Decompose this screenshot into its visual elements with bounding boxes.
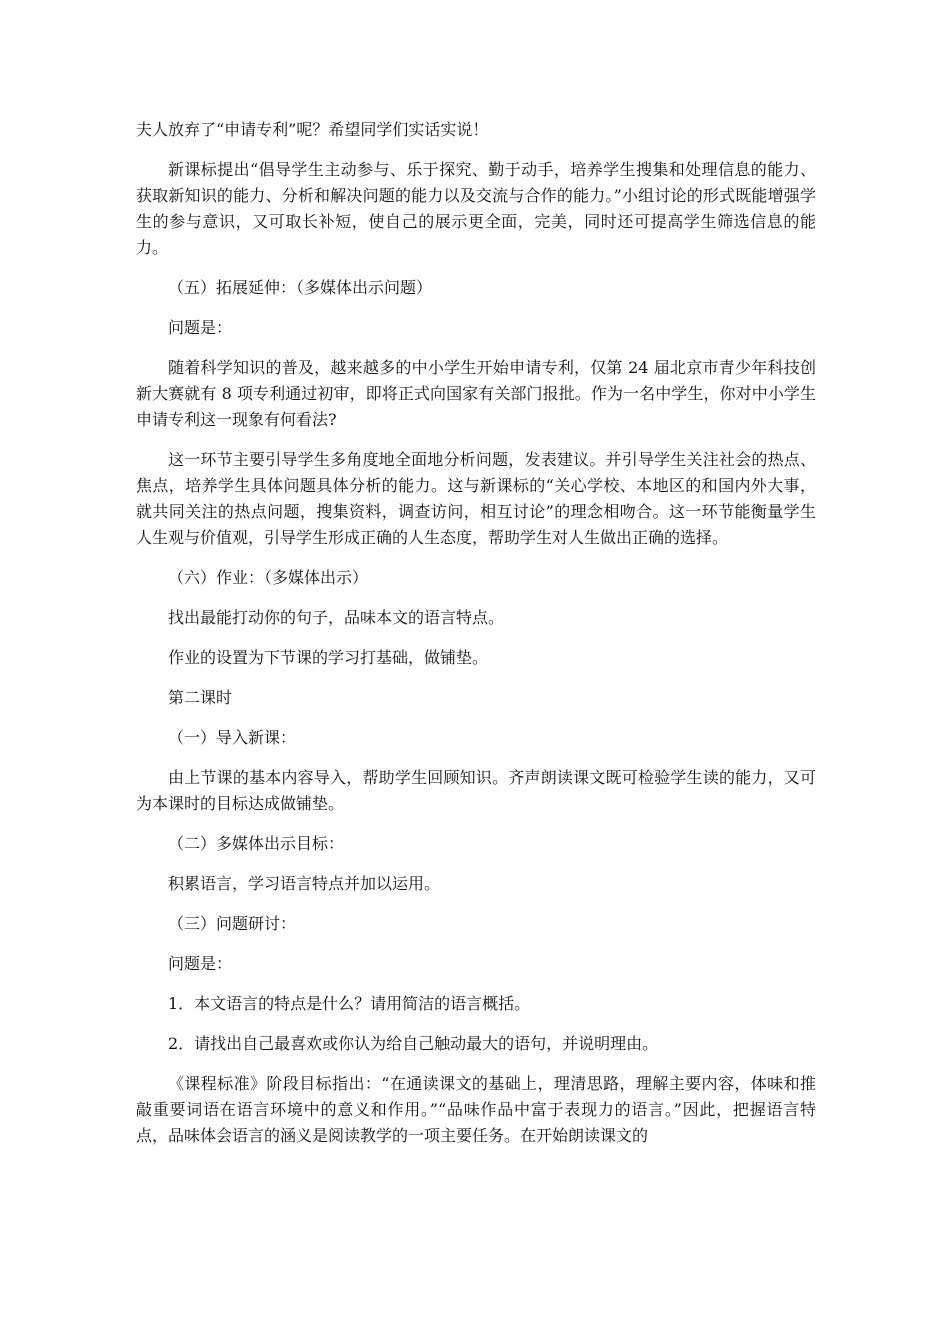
section-heading-discussion: （三）问题研讨： bbox=[168, 914, 297, 933]
section-heading-intro: （一）导入新课： bbox=[168, 728, 297, 747]
section-heading-homework: （六）作业：（多媒体出示） bbox=[168, 568, 369, 587]
question-item-2: 2．请找出自己最喜欢或你认为给自己触动最大的语句，并说明理由。 bbox=[168, 1034, 659, 1053]
question-label: 问题是： bbox=[168, 318, 233, 337]
paragraph-analysis: 这一环节主要引导学生多角度地全面地分析问题，发表建议。并引导学生关注社会的热点、焦点，培养学生具体问题具体分析的能力。这与新课标的“关心学校、本地区的和国内外大事，就共同关注的热点问题，搜集资料，调查访问，相互讨论”的理念相吻合。这一环节能衡量学生人生观与价值观，引导学生形成正确的人生态度，帮助学生对人生做出正确的选择。 bbox=[136, 450, 816, 547]
homework-task: 找出最能打动你的句子，品味本文的语言特点。 bbox=[168, 608, 505, 627]
lesson-two-heading: 第二课时 bbox=[168, 688, 233, 707]
homework-purpose: 作业的设置为下节课的学习打基础，做铺垫。 bbox=[168, 648, 489, 667]
paragraph-curriculum-standard: 新课标提出“倡导学生主动参与、乐于探究、勤于动手，培养学生搜集和处理信息的能力、获取新知识的能力、分析和解决问题的能力以及交流与合作的能力。”小组讨论的形式既能增强学生的参与意识，又可取长补短，使自己的展示更全面，完美，同时还可提高学生筛选信息的能力。 bbox=[136, 160, 816, 257]
section-heading-goals: （二）多媒体出示目标： bbox=[168, 834, 345, 853]
paragraph-continuation: 夫人放弃了“申请专利”呢？希望同学们实话实说！ bbox=[136, 120, 489, 139]
paragraph-course-standard: 《课程标准》阶段目标指出：“在通读课文的基础上，理清思路，理解主要内容，体味和推敲重要词语在语言环境中的意义和作用。”“品味作品中富于表现力的语言。”因此，把握语言特点，品味体会语言的涵义是阅读教学的一项主要任务。在开始朗读课文的 bbox=[136, 1074, 816, 1145]
paragraph-intro: 由上节课的基本内容导入，帮助学生回顾知识。齐声朗读课文既可检验学生读的能力，又可为本课时的目标达成做铺垫。 bbox=[136, 768, 816, 813]
question-label-2: 问题是： bbox=[168, 954, 233, 973]
paragraph-patent-question: 随着科学知识的普及，越来越多的中小学生开始申请专利，仅第 24 届北京市青少年科技创新大赛就有 8 项专利通过初审，即将正式向国家有关部门报批。作为一名中学生，你对中小学生申请专利这一现象有何看法? bbox=[136, 358, 816, 429]
section-heading-extension: （五）拓展延伸：（多媒体出示问题） bbox=[168, 278, 433, 297]
document-page bbox=[136, 117, 816, 1163]
goal-text: 积累语言，学习语言特点并加以运用。 bbox=[168, 874, 441, 893]
question-item-1: 1．本文语言的特点是什么？请用简洁的语言概括。 bbox=[168, 994, 531, 1013]
